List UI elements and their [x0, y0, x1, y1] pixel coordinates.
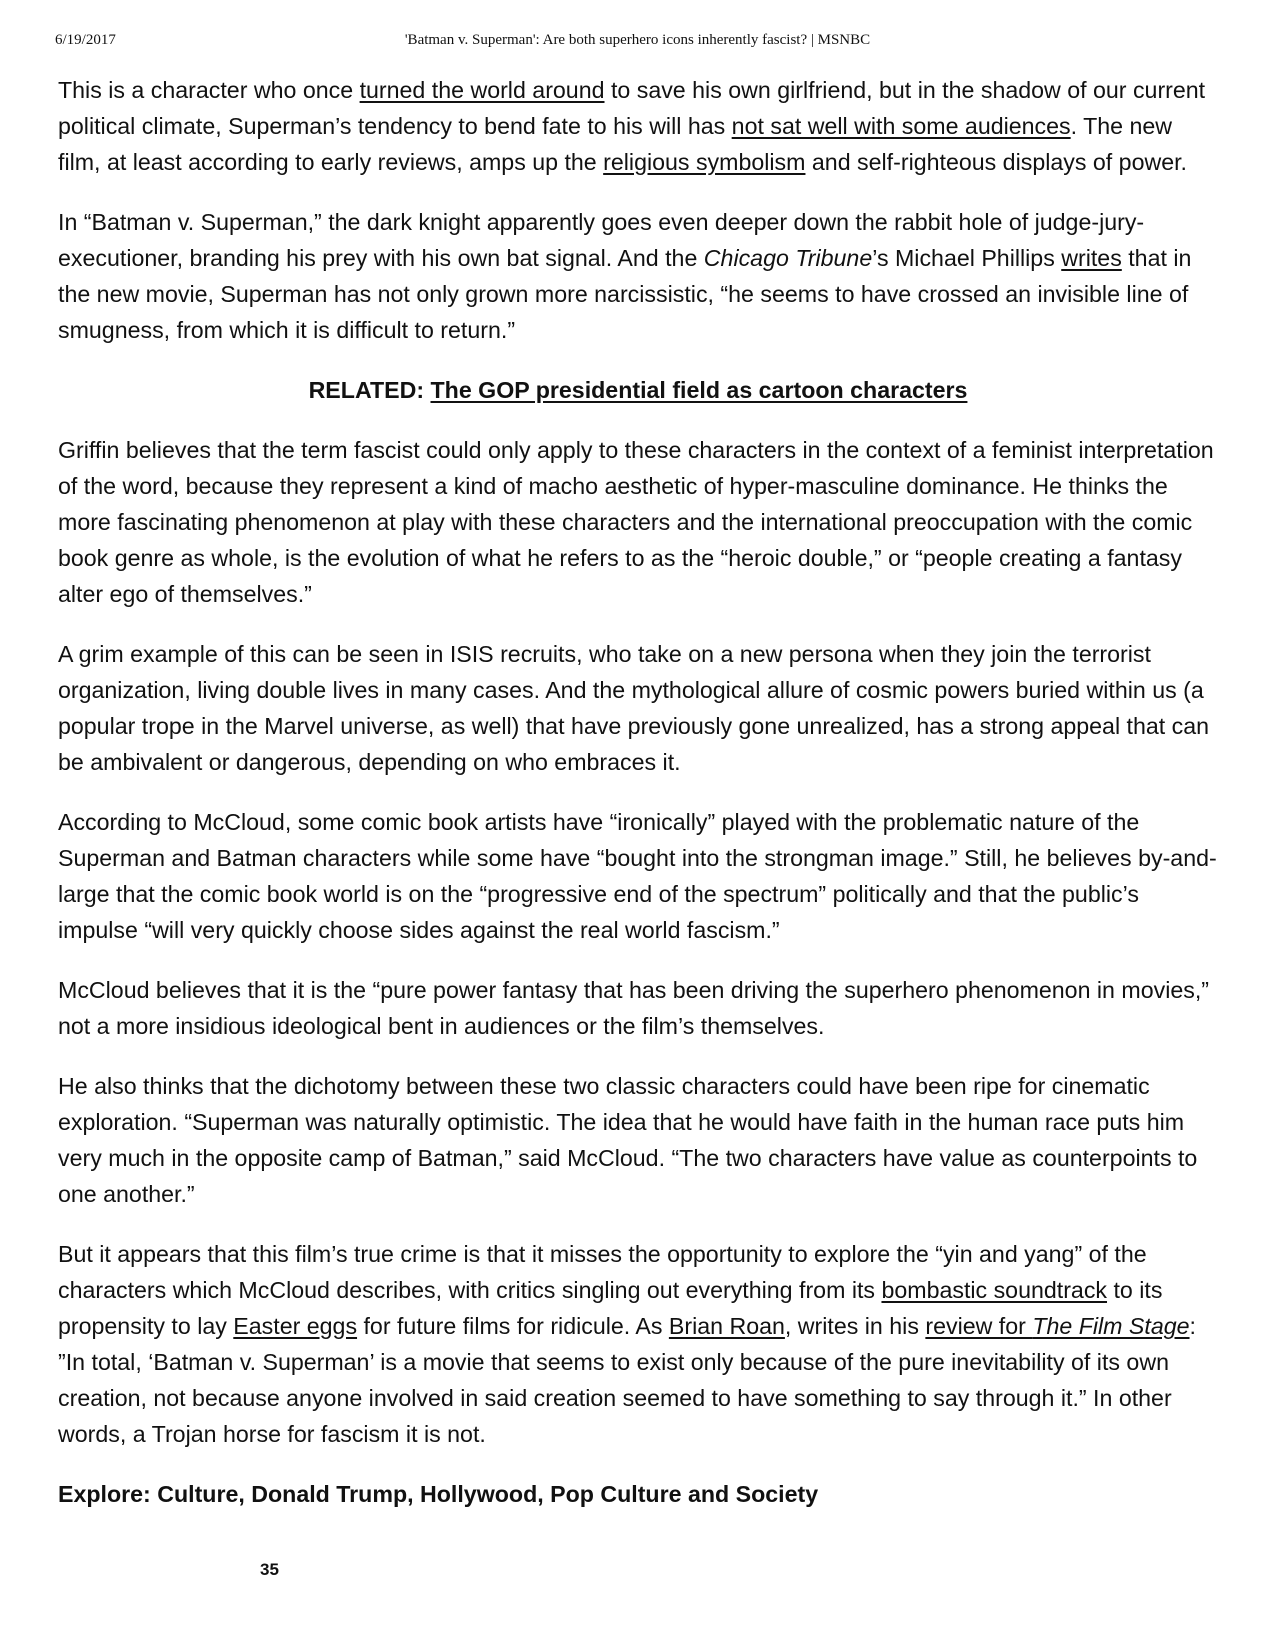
text: ’s Michael Phillips — [872, 245, 1062, 271]
link-review-film-stage[interactable] — [925, 1313, 1189, 1339]
link-text: review for — [925, 1313, 1033, 1339]
text: In “Batman v. Superman,” the dark knight apparently goes even deeper down the rabbit hole of judge-jury-executioner, branding his prey with his own bat signal. And the — [58, 209, 1145, 271]
text: for future films for ridicule. As — [357, 1313, 669, 1339]
publication-name: Chicago Tribune — [703, 245, 873, 271]
link-not-sat-well[interactable]: not sat well with some audiences — [731, 113, 1071, 139]
link-turned-world-around[interactable]: turned the world around — [359, 77, 605, 103]
text: that in the new movie, Superman has not only grown more narcissistic, “he seems to have crossed an invisible line of smugness, from which it is difficult to return.” — [58, 245, 1192, 343]
paragraph-7: He also thinks that the dichotomy between these two classic characters could have been ripe for cinematic exploration. “Superman was naturally optimistic. The idea that he would have faith in the human race puts him very much in the opposite camp of Batman,” said McCloud. “The two characters have value as counterpoints to one another.” — [58, 1073, 1198, 1207]
explore-tags: Explore: Culture, Donald Trump, Hollywood, Pop Culture and Society — [58, 1481, 819, 1507]
link-text-italic: The Film Stage — [1032, 1313, 1190, 1339]
text: This is a character who once — [58, 77, 360, 103]
paragraph-5: According to McCloud, some comic book artists have “ironically” played with the problematic nature of the Superman and Batman characters while some have “bought into the strongman image.” Still, he believes by-and-large that the comic book world is on the “progressive end of the spectrum” politically and that the public’s impulse “will very quickly choose sides against the real world fascism.” — [58, 809, 1217, 943]
link-bombastic-soundtrack[interactable]: bombastic soundtrack — [881, 1277, 1108, 1303]
related-link-block — [58, 372, 1218, 408]
related-label: RELATED: — [308, 377, 431, 403]
paragraph-6: McCloud believes that it is the “pure power fantasy that has been driving the superhero phenomenon in movies,” not a more insidious ideological bent in audiences or the film’s themselves. — [58, 977, 1210, 1039]
page-number: 35 — [260, 1560, 279, 1579]
related-article-link[interactable]: The GOP presidential field as cartoon characters — [430, 377, 968, 403]
link-brian-roan[interactable]: Brian Roan — [668, 1313, 785, 1339]
link-writes[interactable]: writes — [1061, 245, 1122, 271]
paragraph-1 — [58, 72, 1218, 180]
article-body — [58, 72, 1218, 1536]
text: and self-righteous displays of power. — [805, 149, 1187, 175]
paragraph-3: Griffin believes that the term fascist could only apply to these characters in the context of a feminist interpretation of the word, because they represent a kind of macho aesthetic of hyper-masculine dominance. He thinks the more fascinating phenomenon at play with these characters and the international preoccupation with the comic book genre as whole, is the evolution of what he refers to as the “heroic double,” or “people creating a fantasy alter ego of themselves.” — [58, 437, 1214, 607]
text: to save his own girlfriend, but in the shadow of our current political climate, Superman’s tendency to bend fate to his will has — [58, 77, 1206, 139]
text: , writes in his — [784, 1313, 926, 1339]
link-easter-eggs[interactable]: Easter eggs — [233, 1313, 358, 1339]
text: . The new film, at least according to early reviews, amps up the — [58, 113, 1173, 175]
print-header — [55, 32, 1220, 56]
text: : ”In total, ‘Batman v. Superman’ is a movie that seems to exist only because of the pure inevitability of its own creation, not because anyone involved in said creation seemed to have something to say through it.” In other words, a Trojan horse for fascism it is not. — [58, 1313, 1196, 1447]
paragraph-2 — [58, 204, 1218, 348]
link-religious-symbolism[interactable]: religious symbolism — [603, 149, 806, 175]
print-page-title: 'Batman v. Superman': Are both superhero icons inherently fascist? | MSNBC — [404, 32, 871, 48]
print-date: 6/19/2017 — [55, 32, 116, 48]
text: But it appears that this film’s true crime is that it misses the opportunity to explore the “yin and yang” of the characters which McCloud describes, with critics singling out everything from its — [58, 1241, 1147, 1303]
text: to its propensity to lay — [58, 1277, 1163, 1339]
paragraph-4: A grim example of this can be seen in ISIS recruits, who take on a new persona when they join the terrorist organization, living double lives in many cases. And the mythological allure of cosmic powers buried within us (a popular trope in the Marvel universe, as well) that have previously gone unrealized, has a strong appeal that can be ambivalent or dangerous, depending on who embraces it. — [58, 641, 1210, 775]
paragraph-8 — [58, 1236, 1218, 1452]
